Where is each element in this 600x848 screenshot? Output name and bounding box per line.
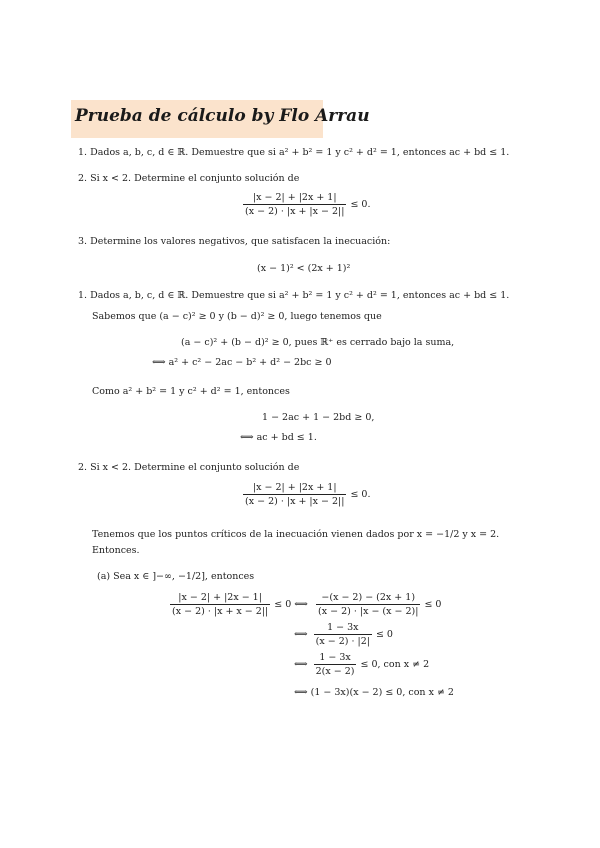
fraction-numerator: |x − 2| + |2x − 1| [178, 592, 262, 603]
fraction-numerator: |x − 2| + |2x + 1| [252, 192, 337, 203]
equivalence-symbol: ⟺ [294, 659, 308, 670]
fraction-tail: ≤ 0 [424, 599, 442, 610]
solution-2-paragraph-2: Entonces. [92, 545, 140, 556]
fraction-numerator: 1 − 3x [327, 622, 359, 633]
case-a-step-3 [294, 652, 429, 677]
fraction-numerator: −(x − 2) − (2x + 1) [321, 592, 416, 603]
question-1: 1. Dados a, b, c, d ∈ ℝ. Demuestre que si a² + b² = 1 y c² + d² = 1, entonces ac + bd ≤ 1. [78, 147, 510, 158]
solution-2-heading: 2. Si x < 2. Determine el conjunto solución de [78, 462, 300, 473]
fraction-denominator: (x − 2) · |x + x − 2|| [172, 606, 269, 617]
question-3: 3. Determine los valores negativos, que satisfacen la inecuación: [78, 236, 391, 247]
document-title: Prueba de cálculo by Flo Arrau [71, 100, 323, 138]
solution-2-case-a: (a) Sea x ∈ ]−∞, −1/2], entonces [97, 571, 255, 582]
case-a-step-4: ⟺ (1 − 3x)(x − 2) ≤ 0, con x ≠ 2 [294, 687, 454, 698]
solution-1-equation-1: (a − c)² + (b − d)² ≥ 0, pues ℝ⁺ es cerrado bajo la suma, [181, 337, 455, 348]
solution-2-paragraph-1: Tenemos que los puntos críticos de la inecuación vienen dados por x = −1/2 y x = 2. [92, 529, 500, 540]
case-a-step-2 [294, 622, 393, 647]
fraction-numerator: |x − 2| + |2x + 1| [252, 482, 337, 493]
fraction-numerator: 1 − 3x [319, 652, 351, 663]
question-2: 2. Si x < 2. Determine el conjunto solución de [78, 173, 300, 184]
case-a-left-fraction [170, 592, 308, 617]
fraction-tail: ≤ 0. [350, 199, 371, 210]
fraction-denominator: (x − 2) · |2| [315, 636, 370, 647]
fraction-tail: ≤ 0 ⟺ [274, 599, 308, 610]
fraction-denominator: (x − 2) · |x − (x − 2)| [318, 606, 419, 617]
solution-1-heading: 1. Dados a, b, c, d ∈ ℝ. Demuestre que si a² + b² = 1 y c² + d² = 1, entonces ac + bd ≤ 1. [78, 290, 510, 301]
equivalence-symbol: ⟺ [294, 629, 308, 640]
fraction-denominator: (x − 2) · |x + |x − 2|| [245, 206, 345, 217]
solution-1-equation-2: ⟺ a² + c² − 2ac − b² + d² − 2bc ≥ 0 [152, 357, 332, 368]
question-2-fraction [243, 192, 370, 217]
solution-1-equation-3: 1 − 2ac + 1 − 2bd ≥ 0, [262, 412, 375, 423]
solution-2-fraction [243, 482, 370, 507]
solution-1-paragraph-1: Sabemos que (a − c)² ≥ 0 y (b − d)² ≥ 0, luego tenemos que [92, 311, 382, 322]
question-3-equation: (x − 1)² < (2x + 1)² [257, 263, 351, 274]
solution-1-equation-4: ⟺ ac + bd ≤ 1. [240, 432, 317, 443]
fraction-denominator: (x − 2) · |x + |x − 2|| [245, 496, 345, 507]
fraction-tail: ≤ 0, con x ≠ 2 [360, 659, 430, 670]
solution-1-paragraph-2: Como a² + b² = 1 y c² + d² = 1, entonces [92, 386, 290, 397]
case-a-right-fraction [316, 592, 441, 617]
fraction-tail: ≤ 0 [375, 629, 393, 640]
fraction-tail: ≤ 0. [350, 489, 371, 500]
fraction-denominator: 2(x − 2) [315, 666, 355, 677]
